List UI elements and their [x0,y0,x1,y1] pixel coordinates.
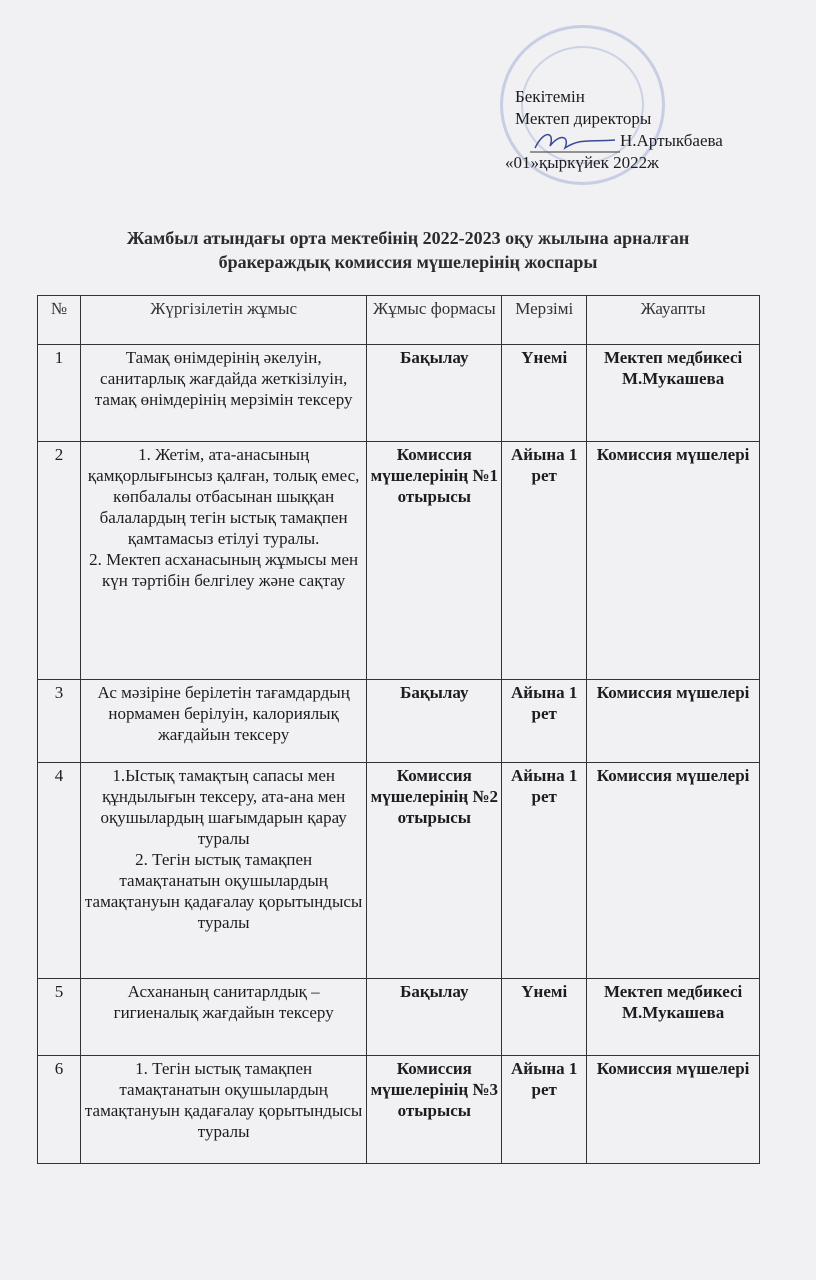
work-form-cell: Бақылау [367,979,502,1056]
work-form-cell: Комиссия мүшелерінің №3 отырысы [367,1056,502,1164]
table-row [38,442,760,680]
approval-heading: Бекітемін [515,87,585,106]
column-header: Жұмыс формасы [367,296,502,345]
responsible-cell: Комиссия мүшелері [587,680,760,763]
row-number-cell: 3 [38,680,81,763]
term-cell: Үнемі [502,345,587,442]
work-form-cell: Комиссия мүшелерінің №2 отырысы [367,763,502,979]
work-description-cell: Асхананың санитарлдық – гигиеналық жағдайын тексеру [80,979,366,1056]
work-description-cell: 1.Ыстық тамақтың сапасы мен құндылығын тексеру, ата-ана мен оқушылардың шағымдарын қарау туралы 2. Тегін ыстық тамақпен тамақтанатын оқушылардың тамақтануын қадағалау қорытындысы туралы [80,763,366,979]
work-form-cell: Бақылау [367,680,502,763]
term-cell: Айына 1 рет [502,442,587,680]
signature [530,128,620,154]
approval-date: «01»қыркүйек 2022ж [505,153,659,172]
director-title: Мектеп директоры [515,109,652,128]
row-number-cell: 1 [38,345,81,442]
row-number-cell: 2 [38,442,81,680]
table-row [38,763,760,979]
work-description-cell: 1. Жетім, ата-анасының қамқорлығынсыз қалған, толық емес, көпбалалы отбасынан шыққан балалардың тегін ыстық тамақпен қамтамасыз етілуі туралы. 2. Мектеп асханасының жұмысы мен күн тәртібін белгілеу және сақтау [80,442,366,680]
responsible-cell: Комиссия мүшелері [587,442,760,680]
term-cell: Айына 1 рет [502,1056,587,1164]
document-title [40,226,776,274]
responsible-cell: Комиссия мүшелері [587,1056,760,1164]
row-number-cell: 4 [38,763,81,979]
work-form-cell: Бақылау [367,345,502,442]
term-cell: Үнемі [502,979,587,1056]
column-header: Мерзімі [502,296,587,345]
title-line-1: Жамбыл атындағы орта мектебінің 2022-2023 оқу жылына арналған [126,228,690,248]
work-form-cell: Комиссия мүшелерінің №1 отырысы [367,442,502,680]
work-description-cell: Тамақ өнімдерінің әкелуін, санитарлық жағдайда жеткізілуін, тамақ өнімдерінің мерзімін тексеру [80,345,366,442]
work-description-cell: 1. Тегін ыстық тамақпен тамақтанатын оқушылардың тамақтануын қадағалау қорытындысы туралы [80,1056,366,1164]
work-description-cell: Ас мәзіріне берілетін тағамдардың нормамен берілуін, калориялық жағдайын тексеру [80,680,366,763]
responsible-cell: Мектеп медбикесі М.Мукашева [587,979,760,1056]
title-line-2: бракераждық комиссия мүшелерінің жоспары [218,252,598,272]
row-number-cell: 5 [38,979,81,1056]
table-row [38,979,760,1056]
table-row [38,1056,760,1164]
plan-table [37,295,760,1164]
column-header: № [38,296,81,345]
column-header: Жүргізілетін жұмыс [80,296,366,345]
row-number-cell: 6 [38,1056,81,1164]
director-name: Н.Артыкбаева [620,131,723,150]
responsible-cell: Комиссия мүшелері [587,763,760,979]
column-header: Жауапты [587,296,760,345]
term-cell: Айына 1 рет [502,680,587,763]
table-row [38,345,760,442]
responsible-cell: Мектеп медбикесі М.Мукашева [587,345,760,442]
term-cell: Айына 1 рет [502,763,587,979]
table-header-row [38,296,760,345]
table-row [38,680,760,763]
